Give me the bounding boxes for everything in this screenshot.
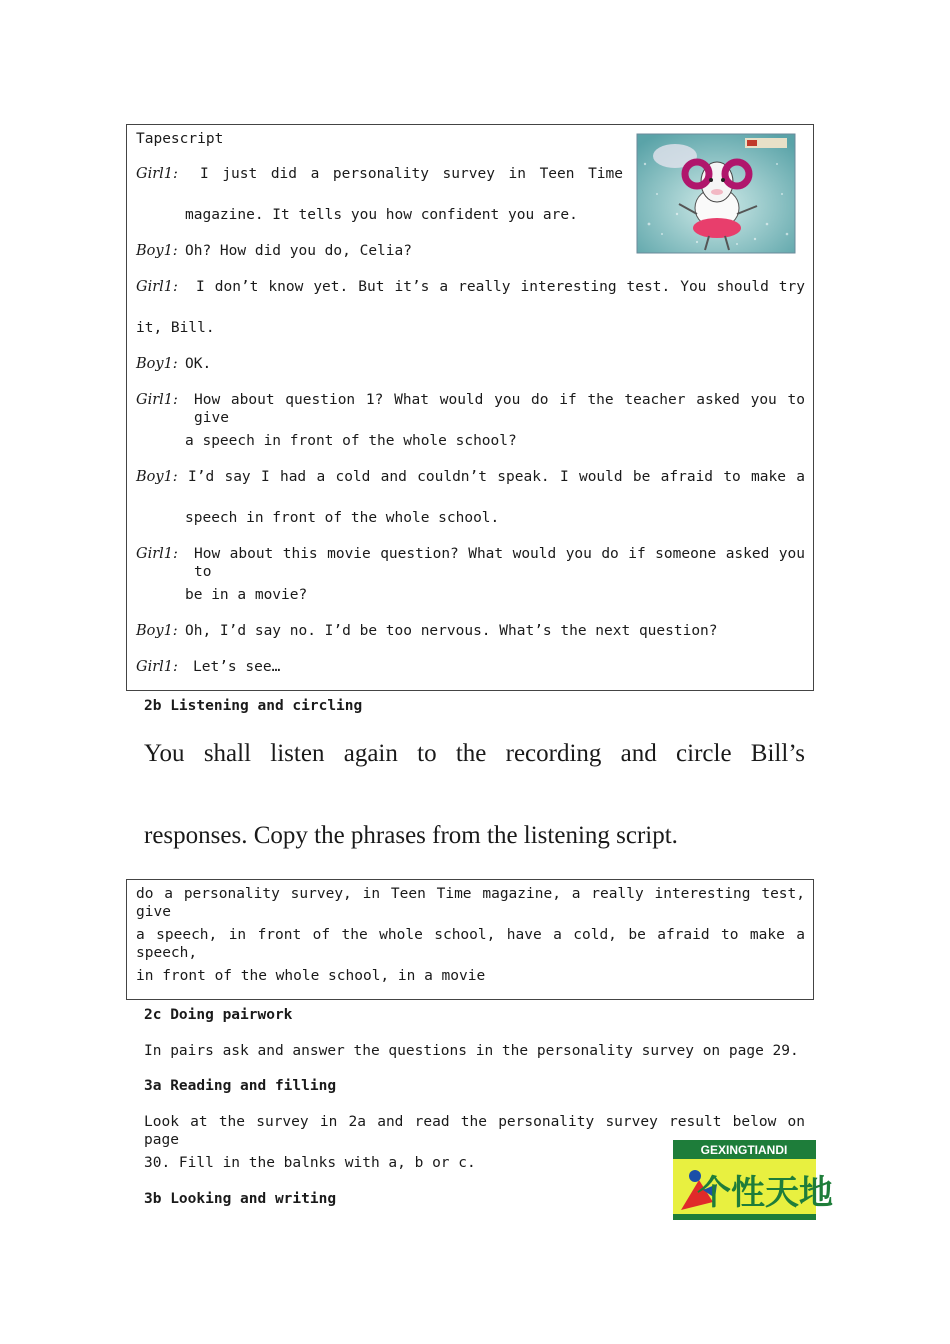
dialogue-line: Let’s see… xyxy=(193,659,281,675)
section-3a-text: Look at the survey in 2a and read the personality survey result below on page xyxy=(144,1114,805,1148)
section-2c-text: In pairs ask and answer the questions in the personality survey on page 29. xyxy=(144,1043,799,1059)
dialogue-line: it, Bill. xyxy=(136,320,215,336)
dialogue-line: Oh, I’d say no. I’d be too nervous. What’s the next question? xyxy=(185,623,718,639)
dialogue-line: OK. xyxy=(185,356,212,372)
dialogue-line: Oh? How did you do, Celia? xyxy=(185,243,412,259)
gexingtiandi-logo xyxy=(673,1140,833,1220)
dialogue-line: I just did a personality survey in Teen Time xyxy=(200,166,623,182)
section-3a-text: 30. Fill in the balnks with a, b or c. xyxy=(144,1155,476,1171)
dialogue-line: a speech in front of the whole school? xyxy=(185,433,517,449)
speaker-label: Girl1: xyxy=(136,392,178,408)
speaker-label: Girl1: xyxy=(136,279,178,295)
svg-text:个性天地: 个性天地 xyxy=(697,1173,833,1213)
section-2b-instruction: You shall listen again to the recording and circle Bill’s xyxy=(144,740,805,767)
speaker-label: Girl1: xyxy=(136,546,178,562)
dialogue-line: speech in front of the whole school. xyxy=(185,510,500,526)
section-2c-heading: 2c Doing pairwork xyxy=(144,1007,293,1023)
speaker-label: Boy1: xyxy=(136,356,178,372)
dialogue-line: magazine. It tells you how confident you are. xyxy=(185,207,578,223)
speaker-label: Boy1: xyxy=(136,243,178,259)
phrases-line: do a personality survey, in Teen Time magazine, a really interesting test, give xyxy=(136,886,805,920)
ram-illustration xyxy=(637,134,795,253)
dialogue-line: How about this movie question? What would you do if someone asked you to xyxy=(194,546,805,580)
speaker-label: Boy1: xyxy=(136,469,178,485)
dialogue-line: be in a movie? xyxy=(185,587,308,603)
section-2b-heading: 2b Listening and circling xyxy=(144,698,363,714)
dialogue-line: I don’t know yet. But it’s a really interesting test. You should try xyxy=(196,279,805,295)
speaker-label: Boy1: xyxy=(136,623,178,639)
dialogue-line: I’d say I had a cold and couldn’t speak. I would be afraid to make a xyxy=(188,469,805,485)
tapescript-title: Tapescript xyxy=(136,131,224,147)
speaker-label: Girl1: xyxy=(136,166,178,182)
dialogue-line: How about question 1? What would you do if the teacher asked you to give xyxy=(194,392,805,426)
speaker-label: Girl1: xyxy=(136,659,178,675)
phrases-line: in front of the whole school, in a movie xyxy=(136,968,486,984)
section-3b-heading: 3b Looking and writing xyxy=(144,1191,337,1207)
svg-text:GEXINGTIANDI: GEXINGTIANDI xyxy=(700,1143,788,1157)
phrases-line: a speech, in front of the whole school, have a cold, be afraid to make a speech, xyxy=(136,927,805,961)
section-3a-heading: 3a Reading and filling xyxy=(144,1078,337,1094)
section-2b-instruction: responses. Copy the phrases from the listening script. xyxy=(144,822,678,849)
